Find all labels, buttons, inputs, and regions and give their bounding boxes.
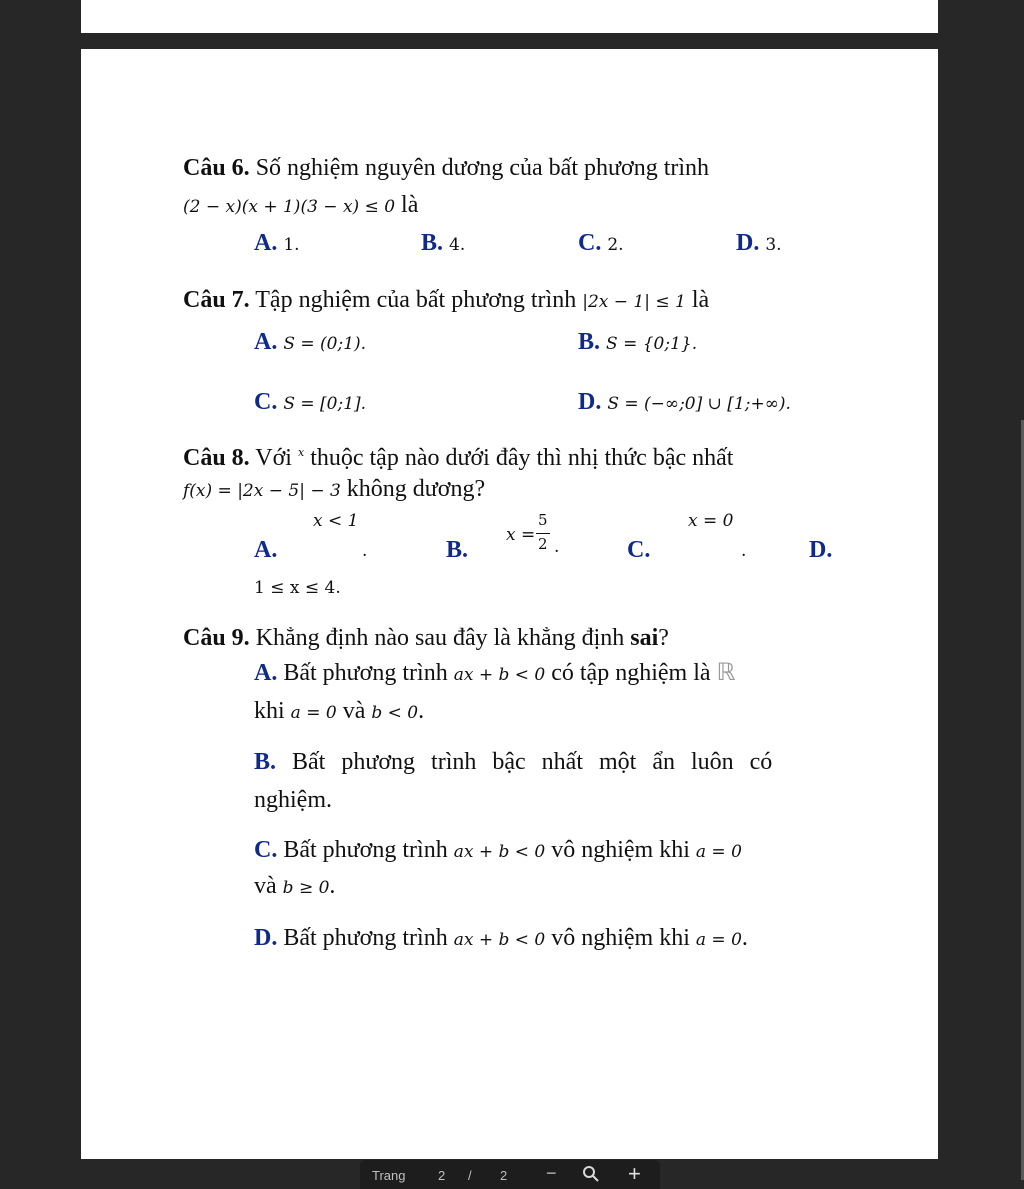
q6-line2 [183,188,418,224]
q6-option-c [578,226,624,262]
q7-option-b [578,325,697,361]
page-label: Trang [372,1168,406,1183]
q7-option-b-letter: B. [578,329,601,355]
q9-option-c-letter: C. [254,837,278,863]
q9-option-c-text1: Bất phương trình [283,837,448,863]
q6-option-b-value: 4. [449,235,466,255]
q6-option-d-value: 3. [765,235,782,255]
q7-option-c-letter: C. [254,389,278,415]
zoom-icon[interactable] [582,1165,600,1186]
q7-label: Câu 7. [183,287,250,313]
q9-option-a-va: và [342,698,366,724]
q8-option-a-letter: A. [254,537,278,563]
q8-option-d-value: 1 ≤ x ≤ 4. [254,578,341,598]
q9-option-a-expr2: a = 0 [290,703,337,723]
q9-option-c-expr2: a = 0 [695,842,742,862]
q9-option-a-line1 [254,656,736,692]
zoom-in-button[interactable]: + [628,1161,641,1186]
q7-option-a-value: S = (0;1). [283,334,367,354]
q8-option-a-dot: . [362,541,368,561]
q9-option-d-letter: D. [254,925,278,951]
q8-label: Câu 8. [183,445,250,471]
q8-option-c-dot: . [741,541,747,561]
q9-option-a-line2 [254,694,424,730]
q8-option-a-letter-wrap [254,533,277,567]
q7-option-c-value: S = [0;1]. [283,394,367,414]
q8-option-c-letter: C. [627,537,651,563]
q7-option-d-value: S = (−∞;0] ∪ [1;+∞). [607,394,791,414]
q7-line1 [183,283,709,319]
q7-option-a [254,325,366,361]
q8-option-b-numerator: 5 [538,511,548,529]
q7-option-d [578,385,791,421]
q9-option-c-va: và [254,873,277,899]
page-current-input[interactable]: 2 [438,1168,446,1183]
q6-option-d-letter: D. [736,230,760,256]
page-total: 2 [500,1168,508,1183]
q9-line1 [183,621,669,655]
q6-option-b [421,226,465,262]
q7-option-d-letter: D. [578,389,602,415]
page-separator: / [468,1168,472,1183]
current-page [81,49,938,1159]
q6-expr: (2 − x)(x + 1)(3 − x) ≤ 0 [183,197,396,217]
q6-label: Câu 6. [183,155,250,181]
q9-option-b-text1: Bất phương trình bậc nhất một ẩn luôn có [292,749,773,775]
q9-option-a-set: ℝ [716,660,736,686]
viewer-toolbar [360,1160,660,1189]
q8-line1 [183,436,733,475]
q9-option-d-text2: vô nghiệm khi [551,925,690,951]
zoom-out-button[interactable]: − [546,1163,557,1183]
q8-option-b-denominator: 2 [538,535,548,553]
q7-text: Tập nghiệm của bất phương trình [255,287,577,313]
q9-option-a-text1: Bất phương trình [283,660,448,686]
q7-option-a-letter: A. [254,329,278,355]
q9-option-a-letter: A. [254,660,278,686]
q9-option-d-expr: ax + b < 0 [453,930,546,950]
q8-option-c-letter-wrap [627,533,650,567]
q9-option-c-expr3: b ≥ 0 [282,878,330,898]
q6-option-a-value: 1. [283,235,300,255]
q9-option-a-khi: khi [254,698,285,724]
q7-option-b-value: S = {0;1}. [606,334,698,354]
q6-line1 [183,151,709,185]
q9-option-c-line2 [254,869,335,905]
q8-line2 [183,472,485,508]
q6-option-a [254,226,300,262]
q8-text-a: Với [255,445,292,471]
q9-option-a-text2: có tập nghiệm là [551,660,711,686]
q9-option-d-text1: Bất phương trình [283,925,448,951]
q9-option-b-line2 [254,783,332,817]
q9-option-b-line1 [254,745,772,779]
q6-option-b-letter: B. [421,230,444,256]
q9-option-d-line1 [254,921,748,957]
q8-option-b-letter-wrap [446,533,468,567]
q7-option-c [254,385,366,421]
q6-text: Số nghiệm nguyên dương của bất phương trình [255,155,710,181]
q6-option-a-letter: A. [254,230,278,256]
q9-option-d-end: . [741,925,748,951]
q8-expr: f(x) = |2x − 5| − 3 [183,481,341,501]
q7-expr: |2x − 1| ≤ 1 [582,292,686,312]
q8-option-c-value: x = 0 [688,511,734,531]
q8-option-a-value: x < 1 [313,511,359,531]
q8-tail: không dương? [346,476,486,502]
q6-tail: là [401,192,419,218]
q9-option-c-expr: ax + b < 0 [453,842,546,862]
q8-text-b: thuộc tập nào dưới đây thì nhị thức bậc nhất [310,445,734,471]
q8-option-d-letter: D. [809,537,833,563]
q8-option-b-dot: . [554,537,560,557]
q9-option-d-expr2: a = 0 [695,930,742,950]
q8-option-b-lhs: x = [506,525,536,545]
q6-option-c-letter: C. [578,230,602,256]
q9-label: Câu 9. [183,625,250,651]
q9-option-b-letter: B. [254,749,277,775]
q6-option-c-value: 2. [607,235,624,255]
q9-option-c-line1 [254,833,742,869]
q9-option-a-end: . [418,698,425,724]
q9-option-b-text2: nghiệm. [254,787,332,813]
q9-option-a-expr3: b < 0 [371,703,419,723]
q9-emphasis: sai [630,625,659,651]
q9-text: Khẳng định nào sau đây là khẳng định [255,625,625,651]
q9-option-c-end: . [329,873,336,899]
q7-tail: là [691,287,710,313]
q8-option-b-letter: B. [446,537,469,563]
q8-option-d-letter-wrap [809,533,832,567]
q8-option-d-value-wrap [254,569,341,605]
q6-option-d [736,226,782,262]
q9-end: ? [658,625,669,651]
q9-option-a-expr: ax + b < 0 [453,665,546,685]
previous-page [81,0,938,33]
q8-var: x [297,446,305,459]
q8-option-b-fraction-bar [536,533,550,534]
q9-option-c-text2: vô nghiệm khi [551,837,690,863]
